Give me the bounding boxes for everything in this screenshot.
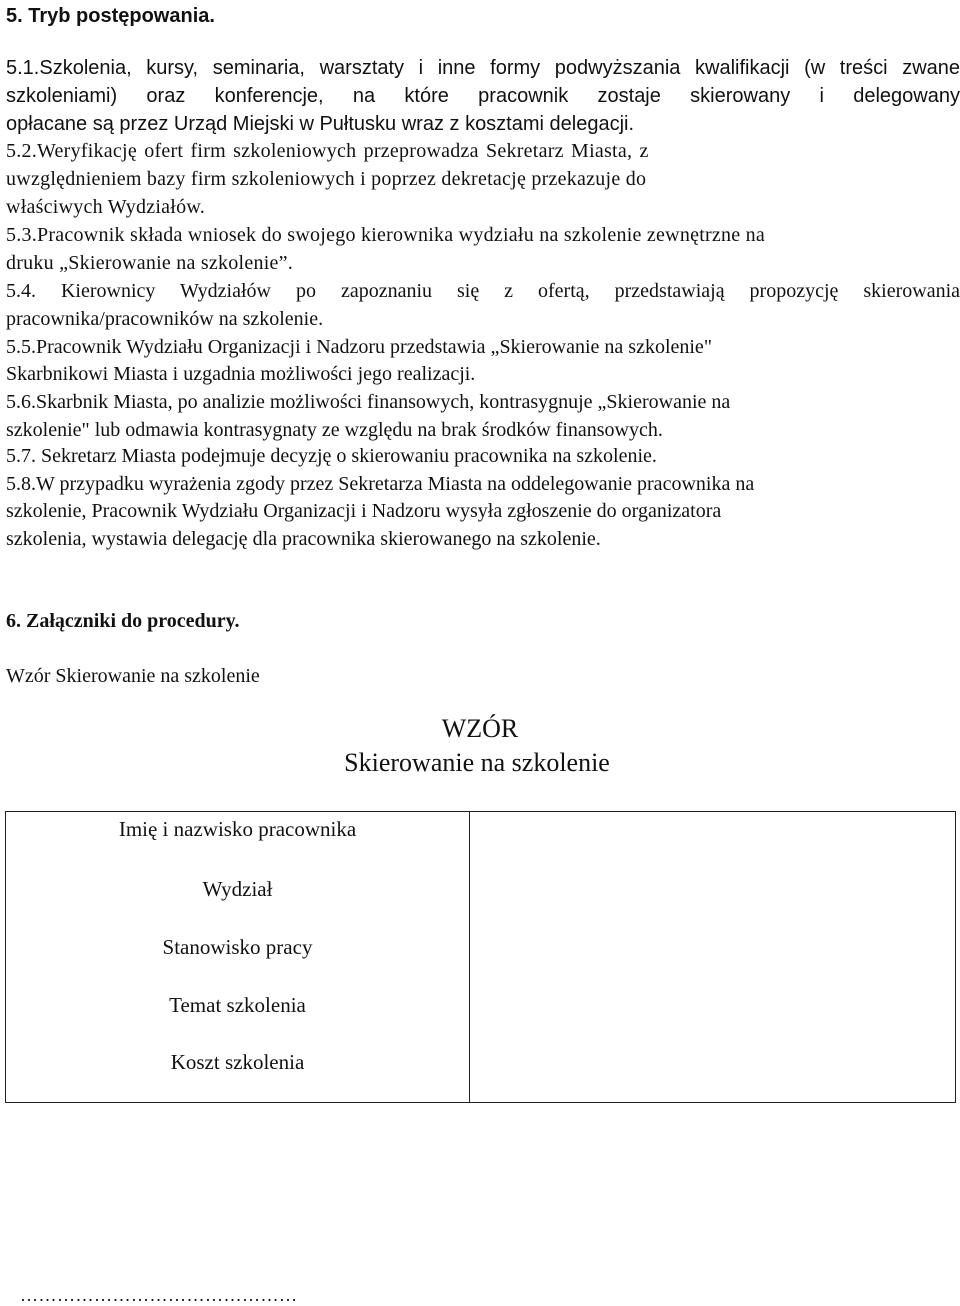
field-value-training-cost[interactable] [470, 1043, 955, 1083]
section-5-line: 5.6.Skarbnik Miasta, po analizie możliwości finansowych, kontrasygnuje „Skierowanie na [6, 391, 731, 413]
template-label: Wzór Skierowanie na szkolenie [6, 665, 260, 687]
section-5-line: 5.4. Kierownicy Wydziałów po zapoznaniu się z ofertą, przedstawiają propozycję skierowania [6, 280, 960, 302]
section-5-line: pracownika/pracowników na szkolenie. [6, 308, 324, 330]
field-value-position[interactable] [470, 928, 955, 968]
section-5-line: szkoleniami) oraz konferencje, na które pracownik zostaje skierowany i delegowany [6, 85, 960, 107]
section-5-line: 5.7. Sekretarz Miasta podejmuje decyzję o skierowaniu pracownika na szkolenie. [6, 445, 657, 467]
field-label-position: Stanowisko pracy [162, 935, 313, 959]
form-subheading: Skierowanie na szkolenie [344, 748, 610, 777]
section-5-line: 5.2.Weryfikację ofert firm szkoleniowych przeprowadza Sekretarz Miasta, z [6, 140, 649, 162]
signature-dotted-line: ……………………………………… [20, 1285, 298, 1305]
section-5-line: szkolenia, wystawia delegację dla pracownika skierowanego na szkolenie. [6, 528, 601, 550]
section-5-line: 5.1.Szkolenia, kursy, seminaria, warsztaty i inne formy podwyższania kwalifikacji (w treści zwane [6, 57, 960, 79]
field-label-employee-name: Imię i nazwisko pracownika [118, 817, 357, 841]
section-5-line: szkolenie" lub odmawia kontrasygnaty ze względu na brak środków finansowych. [6, 419, 663, 441]
section-5-line: 5.8.W przypadku wyrażenia zgody przez Sekretarza Miasta na oddelegowanie pracownika na [6, 473, 755, 495]
section-5-line: 5.5.Pracownik Wydziału Organizacji i Nadzoru przedstawia „Skierowanie na szkolenie" [6, 336, 712, 358]
field-label-training-cost: Koszt szkolenia [170, 1050, 305, 1074]
section-5-line: Skarbnikowi Miasta i uzgadnia możliwości jego realizacji. [6, 363, 476, 385]
section-5-line: druku „Skierowanie na szkolenie”. [6, 252, 294, 274]
training-referral-form [5, 811, 956, 1103]
field-value-department[interactable] [470, 870, 955, 910]
field-value-employee-name[interactable] [470, 812, 955, 852]
section-5-line: opłacane są przez Urząd Miejski w Pułtusku wraz z kosztami delegacji. [6, 113, 635, 135]
section-6-heading: 6. Załączniki do procedury. [6, 610, 240, 632]
form-heading: WZÓR [441, 714, 519, 743]
field-value-training-topic[interactable] [470, 986, 955, 1026]
field-label-training-topic: Temat szkolenia [169, 993, 306, 1017]
section-5-line: uwzględnieniem bazy firm szkoleniowych i poprzez dekretację przekazuje do [6, 168, 647, 190]
field-label-department: Wydział [202, 877, 273, 901]
section-5-line: 5.3.Pracownik składa wniosek do swojego kierownika wydziału na szkolenie zewnętrzne na [6, 224, 766, 246]
section-5-line: szkolenie, Pracownik Wydziału Organizacji i Nadzoru wysyła zgłoszenie do organizatora [6, 500, 722, 522]
section-5-line: właściwych Wydziałów. [6, 196, 205, 218]
section-5-heading: 5. Tryb postępowania. [6, 5, 215, 27]
